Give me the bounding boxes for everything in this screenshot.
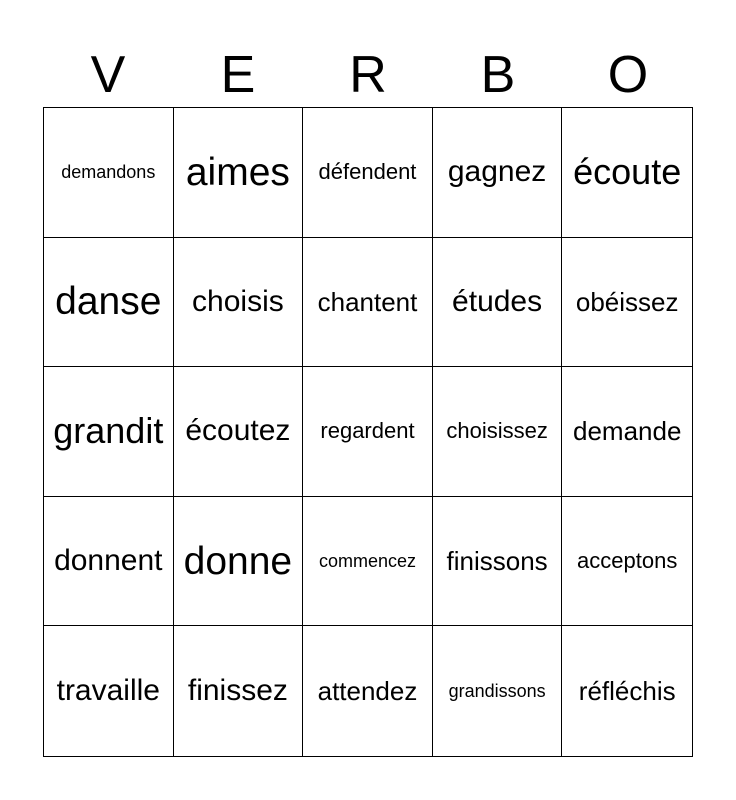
bingo-cell[interactable]: donnent bbox=[44, 497, 174, 627]
bingo-cell[interactable]: commencez bbox=[303, 497, 433, 627]
bingo-cell[interactable]: finissons bbox=[433, 497, 563, 627]
bingo-cell[interactable]: finissez bbox=[174, 626, 304, 756]
bingo-cell[interactable]: attendez bbox=[303, 626, 433, 756]
bingo-cell[interactable]: gagnez bbox=[433, 108, 563, 238]
header-letter-o: O bbox=[607, 46, 649, 104]
bingo-cell[interactable]: travaille bbox=[44, 626, 174, 756]
bingo-cell[interactable]: écoutez bbox=[174, 367, 304, 497]
bingo-cell[interactable]: choisis bbox=[174, 238, 304, 368]
bingo-cell[interactable]: aimes bbox=[174, 108, 304, 238]
bingo-board bbox=[43, 107, 693, 757]
header-letter-b: B bbox=[480, 46, 516, 104]
bingo-cell[interactable]: études bbox=[433, 238, 563, 368]
bingo-cell[interactable]: défendent bbox=[303, 108, 433, 238]
bingo-cell[interactable]: réfléchis bbox=[578, 676, 676, 707]
header-letter-e: E bbox=[220, 46, 256, 104]
bingo-header bbox=[43, 42, 693, 108]
header-letter-v: V bbox=[90, 46, 126, 104]
bingo-cell[interactable]: demande bbox=[562, 367, 692, 497]
bingo-cell[interactable]: chantent bbox=[303, 238, 433, 368]
bingo-cell[interactable]: demandons bbox=[44, 108, 174, 238]
bingo-cell[interactable]: donne bbox=[174, 497, 304, 627]
bingo-cell[interactable]: grandissons bbox=[433, 626, 563, 756]
bingo-cell[interactable]: obéissez bbox=[562, 238, 692, 368]
bingo-cell[interactable]: grandit bbox=[44, 367, 174, 497]
bingo-cell[interactable]: danse bbox=[44, 238, 174, 368]
bingo-cell[interactable]: acceptons bbox=[562, 497, 692, 627]
bingo-cell[interactable]: regardent bbox=[303, 367, 433, 497]
bingo-cell[interactable]: écoute bbox=[562, 108, 692, 238]
header-letter-r: R bbox=[349, 46, 387, 104]
bingo-cell[interactable]: choisissez bbox=[433, 367, 563, 497]
